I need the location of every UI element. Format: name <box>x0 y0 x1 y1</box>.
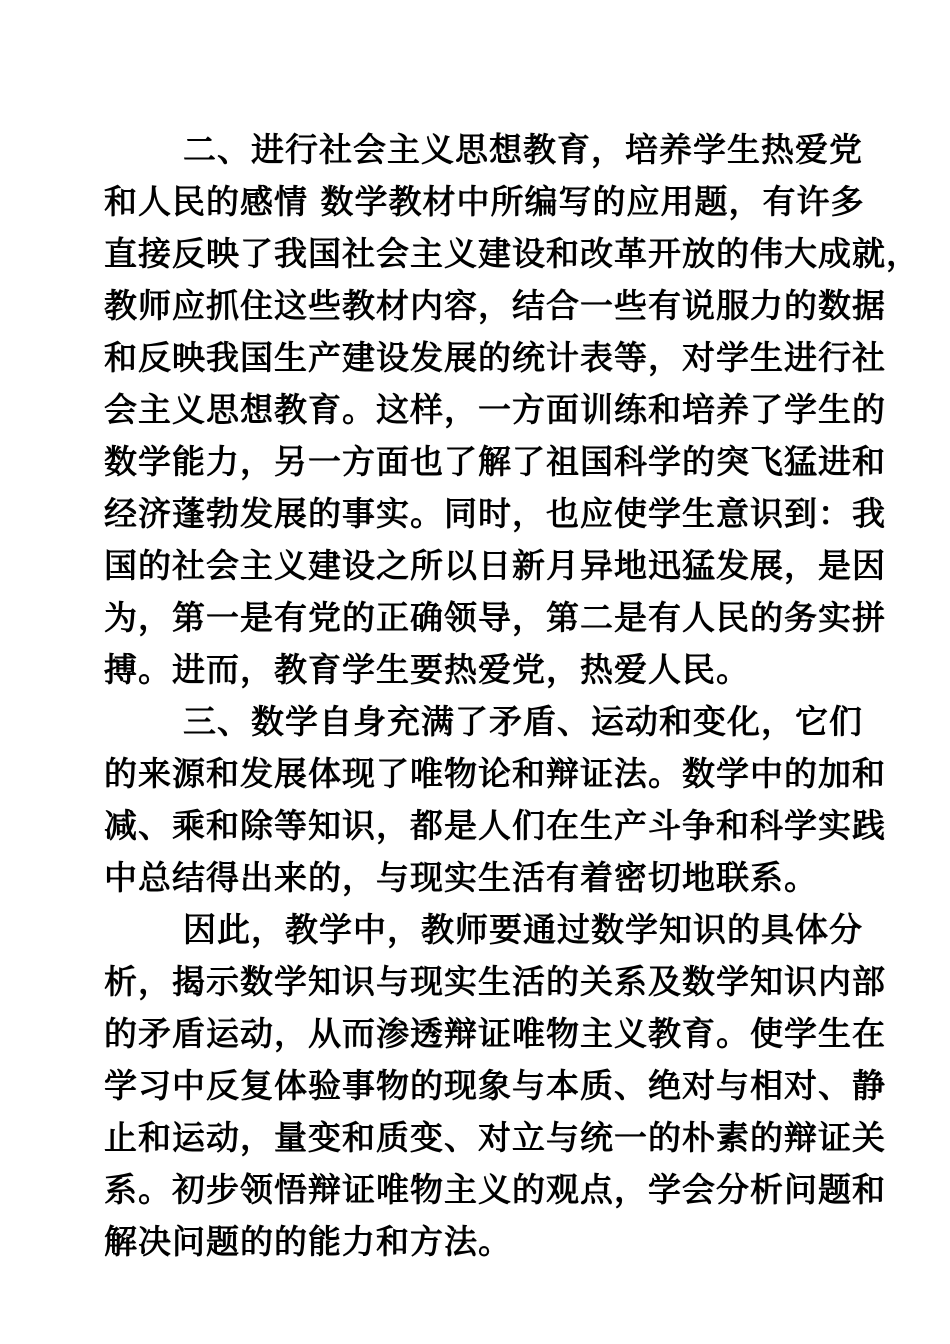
paragraph-3-line-2: 的来源和发展体现了唯物论和辩证法。数学中的加和 <box>104 754 886 793</box>
paragraph-4-line-1: 因此，教学中，教师要通过数学知识的具体分 <box>183 910 863 949</box>
paragraph-2-line-10: 为，第一是有党的正确领导，第二是有人民的务实拼 <box>104 598 886 637</box>
paragraph-4-line-3: 的矛盾运动，从而渗透辩证唯物主义教育。使学生在 <box>104 1014 886 1053</box>
paragraph-4-line-4: 学习中反复体验事物的现象与本质、绝对与相对、静 <box>104 1066 886 1105</box>
paragraph-2-line-1: 二、进行社会主义思想教育，培养学生热爱党 <box>183 130 863 169</box>
paragraph-3-line-4: 中总结得出来的，与现实生活有着密切地联系。 <box>104 858 818 897</box>
paragraph-2-line-8: 经济蓬勃发展的事实。同时，也应使学生意识到：我 <box>104 494 886 533</box>
paragraph-3-line-3: 减、乘和除等知识，都是人们在生产斗争和科学实践 <box>104 806 886 845</box>
paragraph-2-line-3: 直接反映了我国社会主义建设和改革开放的伟大成就， <box>104 234 920 273</box>
paragraph-4-line-5: 止和运动，量变和质变、对立与统一的朴素的辩证关 <box>104 1118 886 1157</box>
paragraph-2-line-5: 和反映我国生产建设发展的统计表等，对学生进行社 <box>104 338 886 377</box>
paragraph-2-line-6: 会主义思想教育。这样，一方面训练和培养了学生的 <box>104 390 886 429</box>
paragraph-4-line-2: 析，揭示数学知识与现实生活的关系及数学知识内部 <box>104 962 886 1001</box>
paragraph-3-line-1: 三、数学自身充满了矛盾、运动和变化，它们 <box>183 702 863 741</box>
paragraph-4-line-6: 系。初步领悟辩证唯物主义的观点，学会分析问题和 <box>104 1170 886 1209</box>
paragraph-2-line-11: 搏。进而，教育学生要热爱党，热爱人民。 <box>104 650 750 689</box>
paragraph-2-line-4: 教师应抓住这些教材内容，结合一些有说服力的数据 <box>104 286 886 325</box>
paragraph-2-line-2: 和人民的感情 数学教材中所编写的应用题，有许多 <box>104 182 865 221</box>
paragraph-4-line-7: 解决问题的的能力和方法。 <box>104 1222 512 1261</box>
paragraph-2-line-9: 国的社会主义建设之所以日新月异地迅猛发展，是因 <box>104 546 886 585</box>
paragraph-2-line-7: 数学能力，另一方面也了解了祖国科学的突飞猛进和 <box>104 442 886 481</box>
